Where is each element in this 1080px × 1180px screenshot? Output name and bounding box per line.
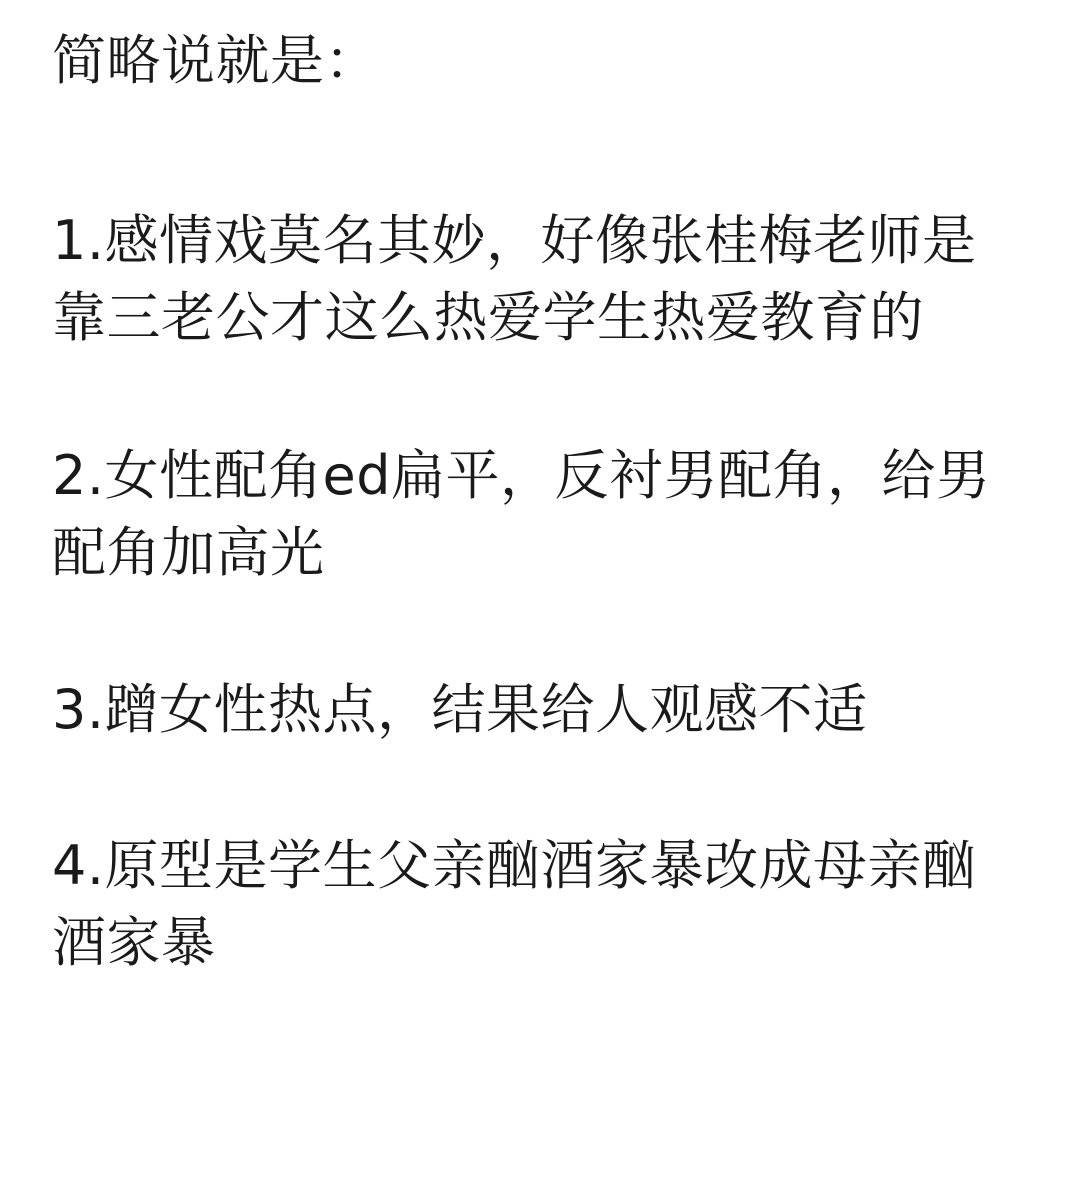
intro-paragraph: 简略说就是： [52,29,379,92]
list-item: 4.原型是学生父亲酗酒家暴改成母亲酗酒家暴 [52,834,977,975]
list-item: 1.感情戏莫名其妙，好像张桂梅老师是靠三老公才这么热爱学生热爱教育的 [52,209,977,349]
list-item: 2.女性配角ed扁平，反衬男配角，给男配角加高光 [52,444,991,585]
list-item: 3.蹭女性热点，结果给人观感不适 [52,677,868,741]
